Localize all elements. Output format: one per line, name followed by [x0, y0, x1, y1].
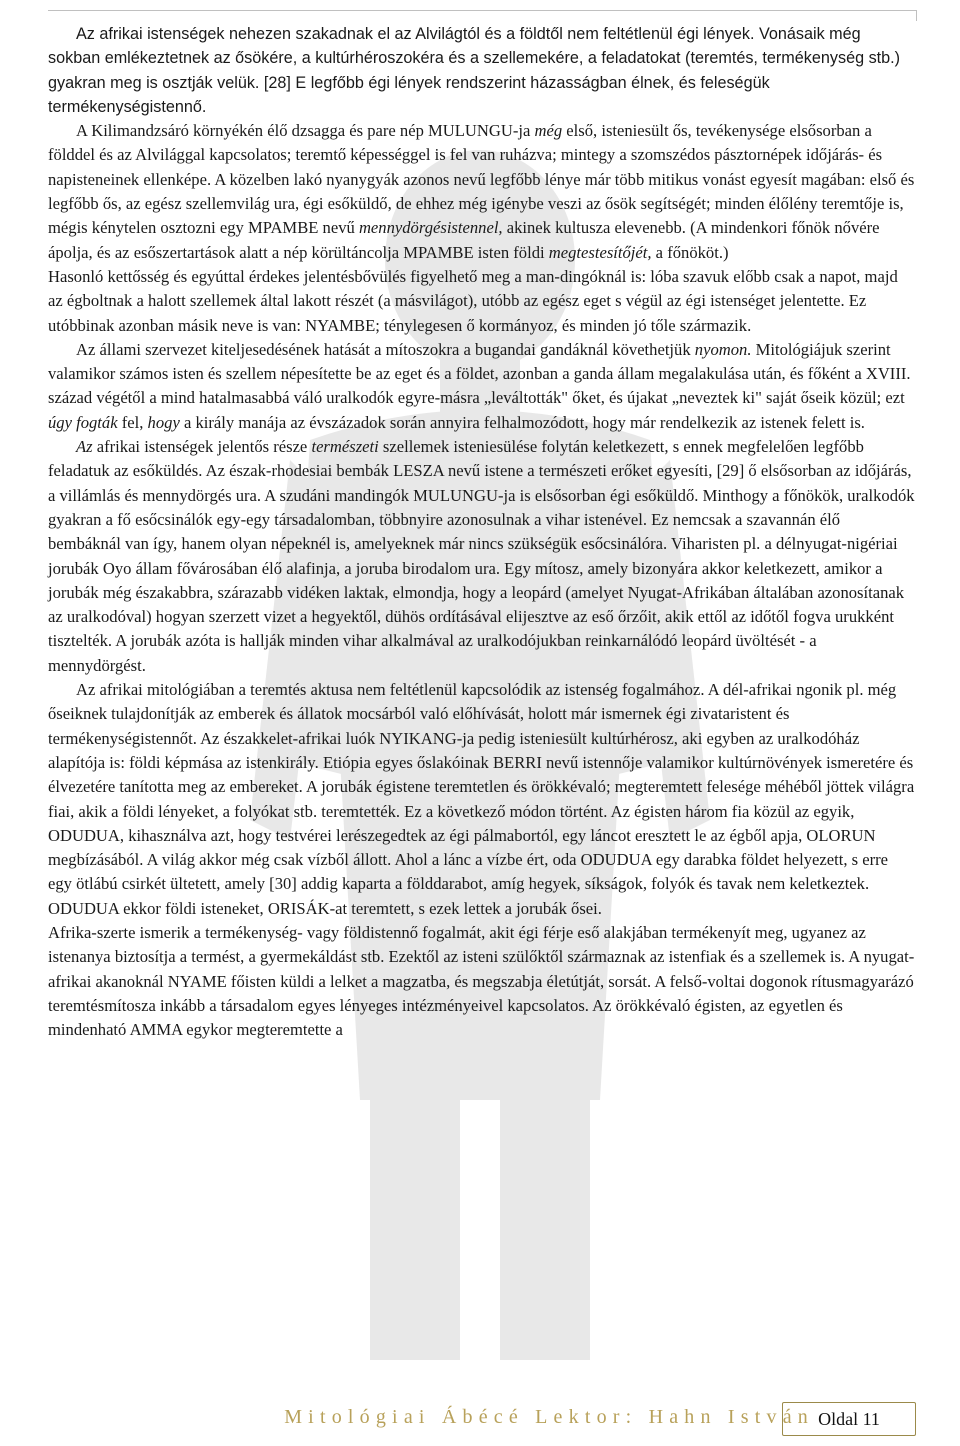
paragraph — [48, 338, 916, 435]
text-run: Hasonló kettősség és egyúttal érdekes jelentésbővülés figyelhető meg a man-dingóknál is: lóba szavuk előbb csak a napot, majd az égboltnak a halott szellemek által lakott részét (a másvilágot), utóbb az egész eget s végül az égi istenséget jelentette. Ez utóbbinak azonban másik neve is van: NYAMBE; ténylegesen ő kormányoz, és minden jó tőle származik. — [48, 266, 898, 335]
page-number-box — [782, 1402, 916, 1436]
text-run: Afrika-szerte ismerik a termékenység- vagy földistennő fogalmát, akit égi férje eső alakjában termékenyít meg, ugyanez az istenanya biztosítja a termést, a gyermekáldást stb. Ezektől az isteni szülőktől származnak az istenfiak és a szellemek is. A nyugat-afrikai akanoknál NYAME főisten küldi a lelket a magzatba, és megszabja életútját, sorsát. A felső-voltai dogonok rítusmagyarázó teremtésmítosza inkább a társadalom egyes lényeges intézményeivel kapcsolatos. Az örökkévaló égisten, az egyetlen és mindenható AMMA egykor megteremtette a — [48, 922, 915, 1040]
text-run: Az afrikai istenségek nehezen szakadnak el az Alvilágtól és a földtől nem feltétlenül égi lények. Vonásaik még sokban emlékeztetnek az ősökére, a kultúrhéroszokéra és a szellemekére, a feladatokat (teremtés, termékenység stb.) gyakran meg is osztják velük. [28] E legfőbb égi lények rendszerint házasságban élnek, és feleségük termékenységistennő. — [48, 25, 901, 116]
text-run: Mitológiájuk szerint valamikor számos isten és szellem népesítette be az eget és a földet, azonban a ganda állam megalakulása után, és főként a XVIII. század végétől a mind hatalmasabbá váló uralkodók egyre-másra „leváltották" őket, és újakat „neveztek ki" saját őseik közül; ezt — [48, 339, 911, 408]
italic-text-run: úgy fogták — [48, 412, 118, 432]
paragraph — [48, 119, 916, 265]
italic-text-run: nyomon. — [694, 339, 752, 359]
text-run: első, isteniesült ős, tevékenysége elsősorban a földdel és az Alvilággal kapcsolatos; teremtő képességgel is fel van ruházva; mintegy a szomszédos pásztornépek időjárás- és napisteneinek ellenképe. A közelben lakó nyanygyák azonos nevű legfőbb lénye már több mitikus vonást egyesít magában: első és legfőbb ős, az egész szellemvilág ura, égi esőküldő, de ehhez még igénybe veszi az ősök segítségét; minden élőlény teremtője is, mégis kénytelen osztozni egy MPAMBE nevű — [48, 121, 915, 238]
text-run: akinek kultusza elevenebb. (A mindenkori főnök nővére ápolja, és az esőszertartások alatt a nép körültáncolja MPAMBE isten földi — [48, 218, 880, 262]
page-footer — [48, 1402, 916, 1436]
text-run: szellemek isteniesülése folytán keletkezett, s ennek megfelelően legfőbb feladatuk az esőküldés. Az észak-rhodesiai bembák LESZA nevű istene a természeti erőket egyesíti, [29] ő elsősorban az időjárás, a villámlás és mennydörgés ura. A szudáni mandingók MULUNGU-ja is elsősorban égi esőküldő. Minthogy a főnökök, uralkodók gyakran a fő esőcsinálók egy-egy társadalomban, többnyire azonosulnak a vihar istenével. Ez nemcsak a szavannán élő bembáknál van így, hanem olyan népeknél is, amelyeknek már nincs szükségük esőcsinálóra. Viharisten pl. a délnyugat-nigériai jorubák Oyo állam fővárosában élő alafinja, a joruba birodalom ura. Egy mítosz, amely bizonyára akkor keletkezett, amikor a jorubák még északabbra, szárazabb vidéken laktak, elmondja, hogy a leopárd (amelyet Nyugat-Afrikában általában azonosítanak az uralkodóval) hogyan szerzett vizet a hegyektől, dühös ordításával elijesztve az eső őrzőit, akik ettől az időtől fogva urukként tisztelték. A jorubák azóta is hallják minden vihar alkalmával az uralkodójukban reinkarnálódó leopárd üvöltését - a mennydörgést. — [48, 437, 915, 675]
text-run: afrikai istenségek jelentős része — [92, 437, 312, 457]
page-number: Oldal 11 — [818, 1408, 880, 1429]
paragraph — [48, 22, 916, 119]
text-run: Az afrikai mitológiában a teremtés aktusa nem feltétlenül kapcsolódik az istenség fogalmához. A dél-afrikai ngonik pl. még őseiknek tulajdonítják az emberek és állatok mocsárból való előhívását, holott már ismernek égi zivataristent és termékenységistennőt. Az északkelet-afrikai luók NYIKANG-ja pedig isteniesült kultúrhérosz, aki egyben az uralkodóház alapítója is: földi képmása az istenkirály. Etiópia egyes őslakóinak BERRI nevű istennője valamikor kultúrnövények ismeretére és élvezetére tanította meg az embereket. A jorubák égistene teremtetlen és örökkévaló; megteremtett felesége méhéből jöttek világra fiai, akik a földi lényeket, a folyókat stb. teremtették. Ez a következő módon történt. Az égisten három fia közül az egyik, ODUDUA, kihasználva azt, hogy testvérei lerészegedtek az égi pálmabortól, egy láncot eresztett le az égből apja, OLORUN megbízásából. A világ akkor még csak vízből állott. Ahol a lánc a vízbe ért, oda ODUDUA egy darabka földet helyezett, s erre egy ötlábú csirkét ültetett, amely [30] addig kaparta a földdarabot, amíg hegyek, síkságok, folyók és tavak nem keletkeztek. ODUDUA ekkor földi isteneket, ORISÁK-at teremtett, s ezek lettek a jorubák ősei. — [48, 680, 915, 918]
italic-text-run: még — [534, 121, 563, 141]
paragraph — [48, 435, 916, 678]
paragraph — [48, 921, 916, 1042]
paragraph — [48, 678, 916, 921]
italic-text-run: mennydörgésistennel, — [358, 218, 503, 238]
text-run: a főnököt.) — [651, 242, 729, 262]
text-run: fel, — [117, 412, 148, 432]
text-run: Az állami szervezet kiteljesedésének hatását a mítoszokra a bugandai gandáknál követhetjük — [76, 339, 695, 359]
text-run: a király manája az évszázadok során annyira felhalmozódott, hogy már rendelkezik az istenek felett is. — [179, 412, 865, 432]
document-body — [48, 22, 916, 1042]
text-run: A Kilimandzsáró környékén élő dzsagga és pare nép MULUNGU-ja — [76, 121, 535, 141]
footer-title: Mitológiai Ábécé Lektor: Hahn István — [284, 1406, 814, 1428]
italic-text-run: hogy — [147, 412, 180, 432]
italic-text-run: Az — [76, 437, 93, 457]
italic-text-run: természeti — [311, 437, 379, 457]
page-top-border — [48, 10, 917, 21]
paragraph — [48, 265, 916, 338]
italic-text-run: megtestesítőjét, — [548, 242, 652, 262]
